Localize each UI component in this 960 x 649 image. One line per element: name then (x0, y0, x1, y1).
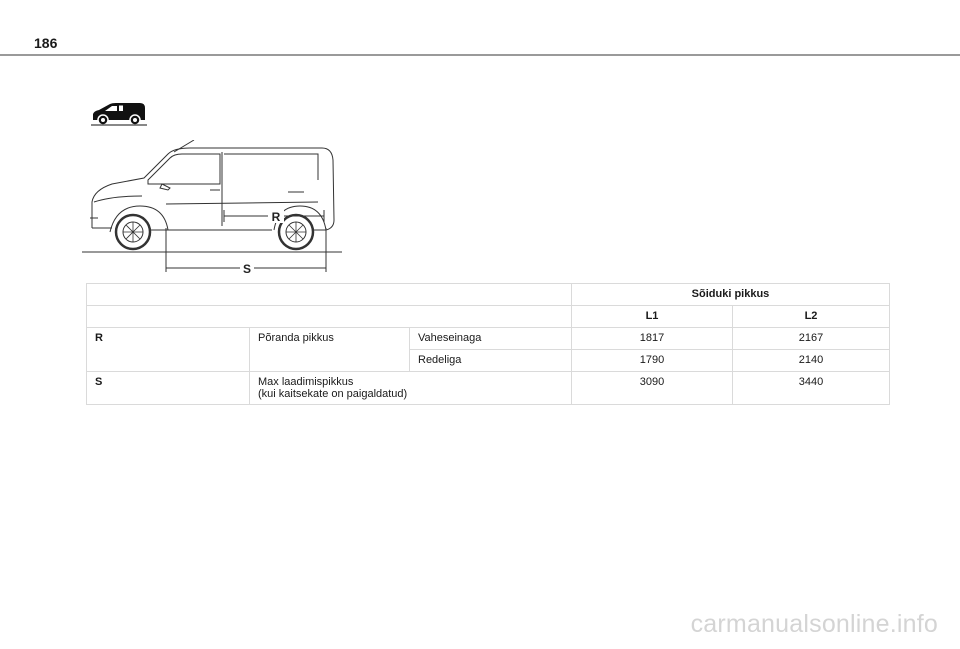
group-header: Sõiduki pikkus (572, 284, 890, 306)
table-subheader-blank (87, 306, 572, 328)
watermark: carmanualsonline.info (690, 610, 938, 638)
table-header-row (87, 284, 890, 306)
cell-l2: 2167 (733, 328, 890, 350)
row-sub-label: Vaheseinaga (410, 328, 572, 350)
cell-l1: 3090 (572, 372, 733, 405)
table-row (87, 372, 890, 405)
row-code: S (87, 372, 250, 405)
page-number: 186 (34, 35, 58, 51)
row-code: R (87, 328, 250, 372)
vehicle-length-table (86, 283, 890, 405)
table-row (87, 328, 890, 350)
column-header-l2: L2 (733, 306, 890, 328)
cell-l1: 1817 (572, 328, 733, 350)
row-label: Põranda pikkus (250, 328, 410, 372)
row-label (250, 372, 572, 405)
table-header-blank (87, 284, 572, 306)
van-side-view-diagram (82, 140, 342, 275)
cell-l2: 2140 (733, 350, 890, 372)
dimension-label-r: R (271, 210, 281, 224)
header-divider (0, 54, 960, 56)
cell-l2: 3440 (733, 372, 890, 405)
van-silhouette-icon (90, 100, 148, 126)
table-subheader-row (87, 306, 890, 328)
row-label-line-1: Max laadimispikkus (258, 376, 354, 388)
row-label-line-2: (kui kaitsekate on paigaldatud) (258, 388, 408, 400)
cell-l1: 1790 (572, 350, 733, 372)
row-sub-label: Redeliga (410, 350, 572, 372)
dimension-label-s: S (242, 262, 252, 275)
column-header-l1: L1 (572, 306, 733, 328)
